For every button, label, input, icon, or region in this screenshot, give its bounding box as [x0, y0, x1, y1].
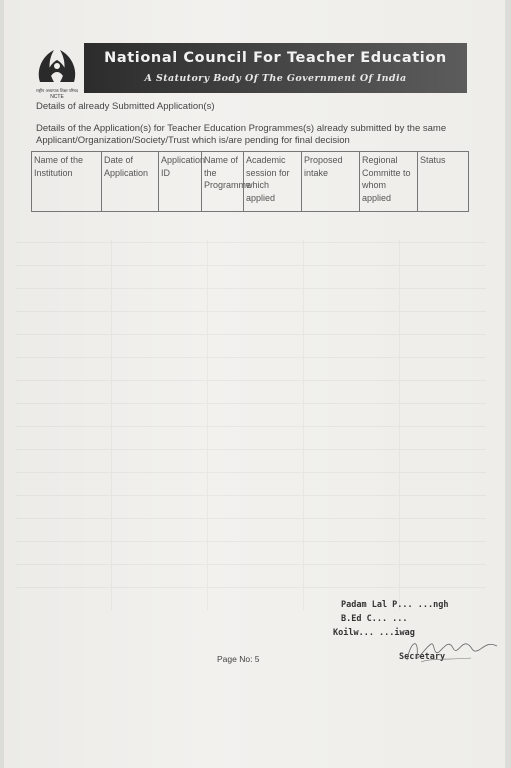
stamp-line-place: Koilw... ...iwag — [333, 628, 415, 638]
document-page — [4, 0, 505, 768]
col-header-status: Status — [418, 152, 469, 212]
col-header-intake: Proposed intake — [302, 152, 360, 212]
pending-applications-table — [31, 151, 469, 212]
ncte-logo-icon — [34, 42, 80, 94]
stamp-line-designation: Secretary — [399, 652, 446, 662]
table-header-row — [32, 152, 469, 212]
section-title: Details of already Submitted Application(s) — [36, 101, 215, 112]
stamp-line-name: Padam Lal P... ...ngh — [341, 600, 449, 610]
col-header-session: Academic session for which applied — [244, 152, 302, 212]
col-header-programme: Name of the Programme — [202, 152, 244, 212]
section-description: Details of the Application(s) for Teacher Education Programmes(s) already submitted by the same Applicant/Organization/Society/Trust which is/are pending for final decision — [36, 123, 447, 146]
handwritten-signature-icon — [401, 630, 501, 670]
logo-caption — [34, 88, 80, 100]
col-header-application-id: Application ID — [159, 152, 202, 212]
page-number: Page No: 5 — [217, 654, 260, 664]
logo-caption-english: NCTE — [50, 94, 64, 100]
header-subtitle: A Statutory Body Of The Government Of India — [144, 73, 407, 84]
col-header-institution: Name of the Institution — [32, 152, 102, 212]
bleed-through-background — [16, 240, 486, 610]
signature-stamp — [333, 600, 507, 680]
header-title: National Council For Teacher Education — [104, 50, 447, 66]
header-banner — [84, 43, 467, 93]
col-header-date: Date of Application — [102, 152, 159, 212]
logo-caption-hindi: राष्ट्रीय अध्यापक शिक्षा परिषद — [36, 88, 78, 93]
col-header-regional-committee: Regional Committe to whom applied — [360, 152, 418, 212]
stamp-line-college: B.Ed C... ... — [341, 614, 408, 624]
